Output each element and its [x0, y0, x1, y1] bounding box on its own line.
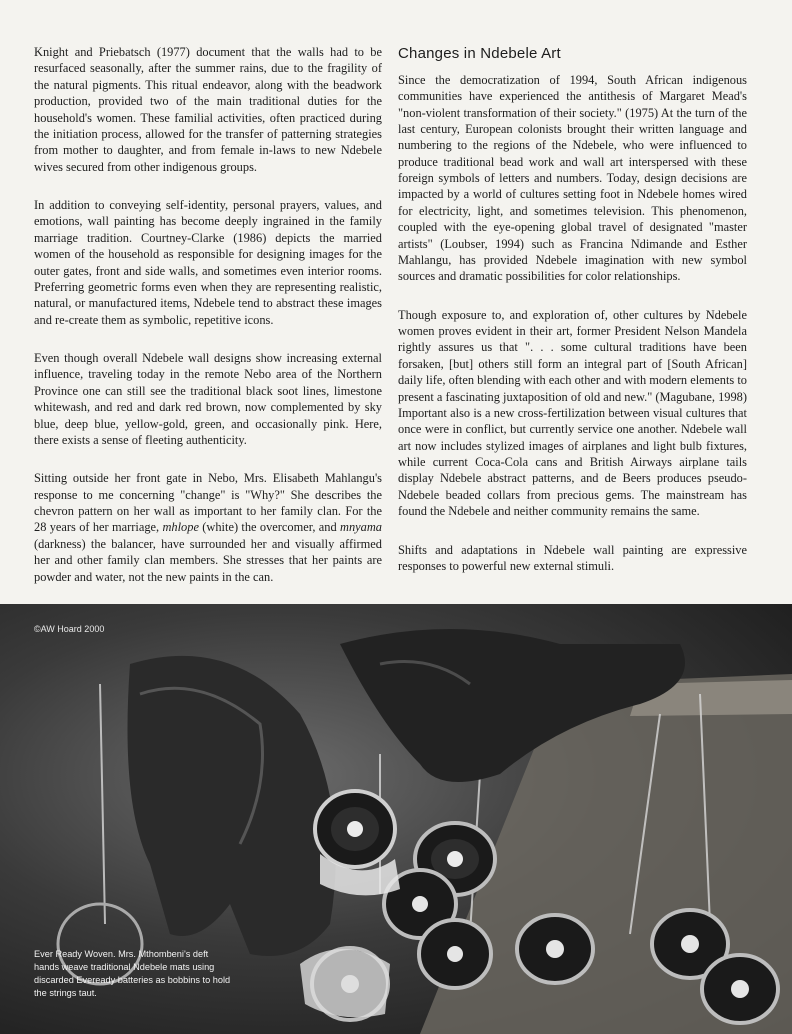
term-mnyama: mnyama — [340, 520, 382, 535]
paragraph-democratization: Since the democratization of 1994, South African indigenous communities have experienced the antithesis of Margaret Mead's "non-violent transformation of their society." (1975) At the turn of the last century, European colonists brought their written language and numbering to the regions of the Ndebele, who were influenced to produce traditional bead work and wall art interspersed with these foreign symbols of letters and numbers. Today, design decisions are impacted by a world of cultures setting foot in Ndebele homes wired for electricity, light, and sometimes television. This phenomenon, coupled with the eye-opening global travel of designated "master artists" (Loubser, 1994) such as Francina Ndimande and Esther Mahlangu, has provided Ndebele imagination with new symbol sources and dramatic possibilities for color relationships. — [398, 72, 747, 284]
photo-caption: Ever Ready Woven. Mrs. Mthombeni's deft hands weave traditional Ndebele mats using discarded Eveready batteries as bobbins to hold the strings taut. — [34, 949, 231, 998]
paragraph-mahlangu-interview — [34, 470, 382, 585]
term-mhlope: mhlope — [162, 520, 199, 535]
photo-credit: ©AW Hoard 2000 — [34, 624, 105, 634]
weaving-photo — [0, 604, 792, 1034]
interview-text-a: Sitting outside her front gate in Nebo, Mrs. Elisabeth Mahlangu's response to me concerning "change" is "Why?" She describes the chevron pattern on her wall as important to her family clan. For the 28 years of her marriage, — [34, 471, 382, 535]
paragraph-marriage-tradition: In addition to conveying self-identity, personal prayers, values, and emotions, wall painting has become deeply ingrained in the family marriage tradition. Courtney-Clarke (1986) depicts the married women of the household as responsible for designing images for the outer gates, front and side walls, and sometimes even interior rooms. Preferring geometric forms even when they are representing realistic, natural, or manufactured items, Ndebele tend to abstract these images and re-create them as symbolic, repetitive icons. — [34, 198, 382, 327]
right-column — [398, 44, 747, 596]
paragraph-nebo-colors: Even though overall Ndebele wall designs show increasing external influence, traveling today in the remote Nebo area of the Northern Province one can still see the traditional black soot lines, limestone whitewash, and red and dark red brown, now complemented by sky blue, deep blue, yellow-gold, green, and occasionally pink. Here, there exists a sense of fleeting authenticity. — [34, 351, 382, 447]
section-heading: Changes in Ndebele Art — [398, 45, 561, 62]
paragraph-conclusion: Shifts and adaptations in Ndebele wall painting are expressive responses to powerful new external stimuli. — [398, 542, 747, 573]
paragraph-wall-resurfacing: Knight and Priebatsch (1977) document that the walls had to be resurfaced seasonally, after the summer rains, due to the fragility of the natural pigments. This ritual endeavor, along with the beadwork production, provided two of the main traditional duties for the household's women. These familial activities, often practiced during the initiation process, allowed for the transfer of patterning strategies from mother to daughter, and from female in-laws to new Ndebele wives secured from other indigenous groups. — [34, 45, 382, 174]
interview-text-c: (darkness) the balancer, have surrounded her and visually affirmed her and other family clan members. She stresses that her paints are powder and water, not the new paints in the can. — [34, 536, 382, 584]
interview-text-b: (white) the overcomer, and — [198, 520, 341, 535]
left-column — [34, 44, 382, 607]
paragraph-cross-fertilization: Though exposure to, and exploration of, other cultures by Ndebele women proves evident in their art, former President Nelson Mandela rightly assures us that ". . . some cultural traditions have been forsaken, [but] others still form an integral part of [South African] daily life, often blending with each other and with modern elements to present a fascinating juxtaposition of old and new." (Magubane, 1998) Important also is a new cross-fertilization between visual cultures that once were in conflict, but currently service one another. Ndebele wall art now includes stylized images of airplanes and light bulb fixtures, while current Coca-Cola cans and British Airways airplane tails display Ndebele abstract patterns, and de Beers produces pseudo-Ndebele beaded collars from precious gems. The mainstream has found the Ndebele and neither community remains the same. — [398, 307, 747, 519]
